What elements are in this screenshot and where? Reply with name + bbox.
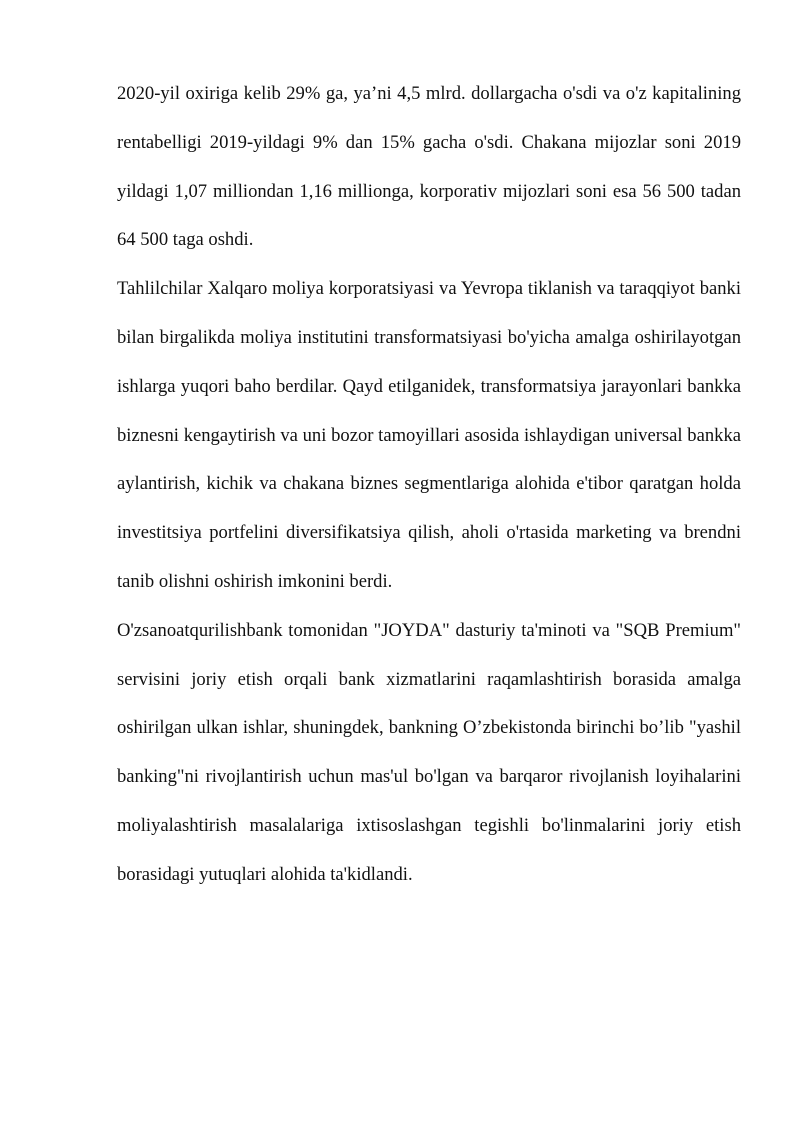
body-text <box>117 70 741 900</box>
paragraph-bank-growth: 2020-yil oxiriga kelib 29% ga, ya’ni 4,5 mlrd. dollargacha o'sdi va o'z kapitalining rentabelligi 2019-yildagi 9% dan 15% gacha o'sdi. Chakana mijozlar soni 2019 yildagi 1,07 milliondan 1,16 millionga, korporativ mijozlari soni esa 56 500 tadan 64 500 taga oshdi. <box>117 83 741 251</box>
paragraph-digitalization-achievements: O'zsanoatqurilishbank tomonidan "JOYDA" dasturiy ta'minoti va "SQB Premium" servisini joriy etish orqali bank xizmatlarini raqamlashtirish borasida amalga oshirilgan ulkan ishlar, shuningdek, bankning O’zbekistonda birinchi bo’lib "yashil banking"ni rivojlantirish uchun mas'ul bo'lgan va barqaror rivojlanish loyihalarini moliyalashtirish masalalariga ixtisoslashgan tegishli bo'linmalarini joriy etish borasidagi yutuqlari alohida ta'kidlandi. <box>117 619 741 885</box>
paragraph-analyst-assessment: Tahlilchilar Xalqaro moliya korporatsiyasi va Yevropa tiklanish va taraqqiyot banki bilan birgalikda moliya institutini transformatsiyasi bo'yicha amalga oshirilayotgan ishlarga yuqori baho berdilar. Qayd etilganidek, transformatsiya jarayonlari bankka biznesni kengaytirish va uni bozor tamoyillari asosida ishlaydigan universal bankka aylantirish, kichik va chakana biznes segmentlariga alohida e'tibor qaratgan holda investitsiya portfelini diversifikatsiya qilish, aholi o'rtasida marketing va brendni tanib olishni oshirish imkonini berdi. <box>117 278 741 592</box>
